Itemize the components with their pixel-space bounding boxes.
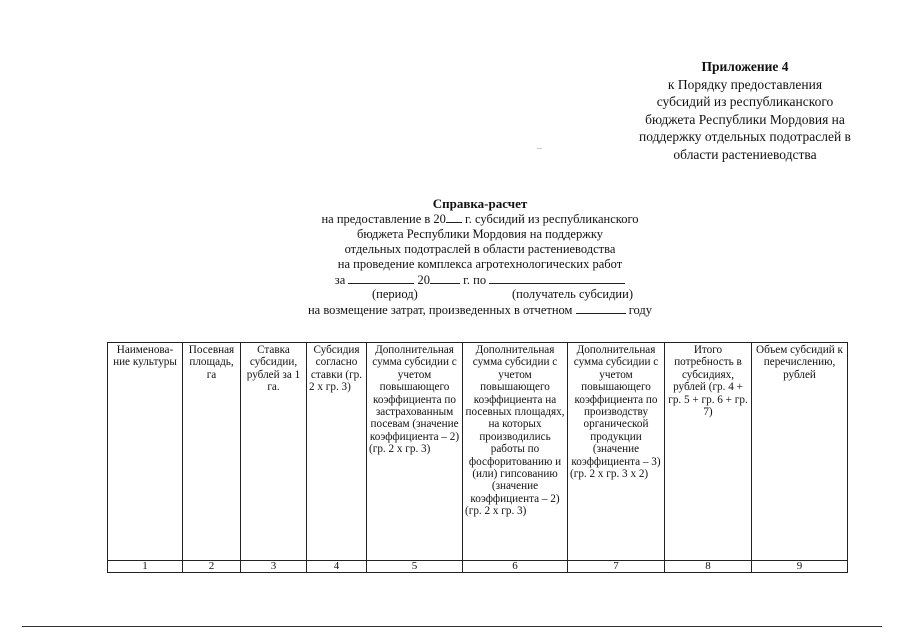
period-start-blank bbox=[348, 272, 414, 284]
year-prefix: 20 bbox=[417, 273, 431, 287]
header-cell: Ставка субсидии, рублей за 1 га. bbox=[241, 343, 307, 561]
column-number: 1 bbox=[108, 561, 183, 573]
po-label: г. по bbox=[463, 273, 487, 287]
heading-line-2: бюджета Республики Мордовия на поддержку bbox=[356, 227, 604, 241]
sub-labels-row bbox=[230, 287, 730, 302]
form-title: Справка-расчет bbox=[432, 196, 528, 211]
period-year-blank bbox=[430, 272, 460, 284]
heading-line-1b: г. субсидий из республиканского bbox=[465, 212, 639, 226]
last-heading-line bbox=[230, 302, 730, 318]
table-header-row bbox=[108, 343, 848, 561]
header-cell: Субсидия согласно ставки (гр. 2 х гр. 3) bbox=[307, 343, 367, 561]
period-line bbox=[230, 272, 730, 287]
recipient-blank bbox=[489, 272, 625, 284]
reporting-year-blank bbox=[576, 302, 626, 314]
header-cell: Итого потребность в субсидиях, рублей (гр. 4 + гр. 5 + гр. 6 + гр. 7) bbox=[665, 343, 752, 561]
last-line-b: году bbox=[628, 303, 653, 317]
za-label: за bbox=[334, 273, 346, 287]
column-number-row bbox=[108, 561, 848, 573]
bottom-rule bbox=[22, 626, 882, 627]
header-cell: Дополнительная сумма субсидии с учетом повышающего коэффициента по застрахованным посевам (значение коэффициента – 2) (гр. 2 х гр. 3) bbox=[367, 343, 463, 561]
header-cell: Посевная площадь, га bbox=[183, 343, 241, 561]
column-number: 6 bbox=[463, 561, 568, 573]
appendix-line: бюджета Республики Мордовия на bbox=[645, 111, 845, 127]
form-heading bbox=[230, 196, 730, 318]
heading-line-1a: на предоставление в 20 bbox=[321, 212, 446, 226]
column-number: 3 bbox=[241, 561, 307, 573]
recipient-label: (получатель субсидии) bbox=[512, 287, 633, 301]
calculation-table bbox=[107, 342, 848, 573]
appendix-line: субсидий из республиканского bbox=[656, 94, 834, 109]
header-cell: Объем субсидий к перечислению, рублей bbox=[752, 343, 848, 561]
heading-line-1 bbox=[230, 211, 730, 227]
column-number: 7 bbox=[568, 561, 665, 573]
column-number: 8 bbox=[665, 561, 752, 573]
appendix-line: к Порядку предоставления bbox=[667, 76, 823, 92]
header-cell: Дополнительная сумма субсидии с учетом повышающего коэффициента по производству органической продукции (значение коэффициента – 3) (гр. 2 х гр. 3 х 2) bbox=[568, 343, 665, 561]
last-line-a: на возмещение затрат, произведенных в отчетном bbox=[307, 303, 573, 317]
column-number: 9 bbox=[752, 561, 848, 573]
header-cell: Дополнительная сумма субсидии с учетом повышающего коэффициента на посевных площадях, на которых производились работы по фосфоритованию и (или) гипсованию (значение коэффициента – 2) (гр. 2 х гр. 3) bbox=[463, 343, 568, 561]
appendix-title: Приложение 4 bbox=[701, 59, 789, 74]
heading-line-4: на проведение комплекса агротехнологических работ bbox=[337, 257, 623, 271]
column-number: 5 bbox=[367, 561, 463, 573]
year-blank bbox=[446, 211, 462, 223]
column-number: 2 bbox=[183, 561, 241, 573]
appendix-line: области растениеводства bbox=[673, 146, 817, 162]
header-cell: Наименова-ние культуры bbox=[108, 343, 183, 561]
period-label: (период) bbox=[372, 287, 418, 301]
column-number: 4 bbox=[307, 561, 367, 573]
appendix-line: поддержку отдельных подотраслей в bbox=[639, 129, 851, 144]
heading-line-3: отдельных подотраслей в области растениеводства bbox=[344, 242, 616, 256]
appendix-block bbox=[600, 58, 890, 163]
scan-speck: – bbox=[537, 143, 542, 154]
